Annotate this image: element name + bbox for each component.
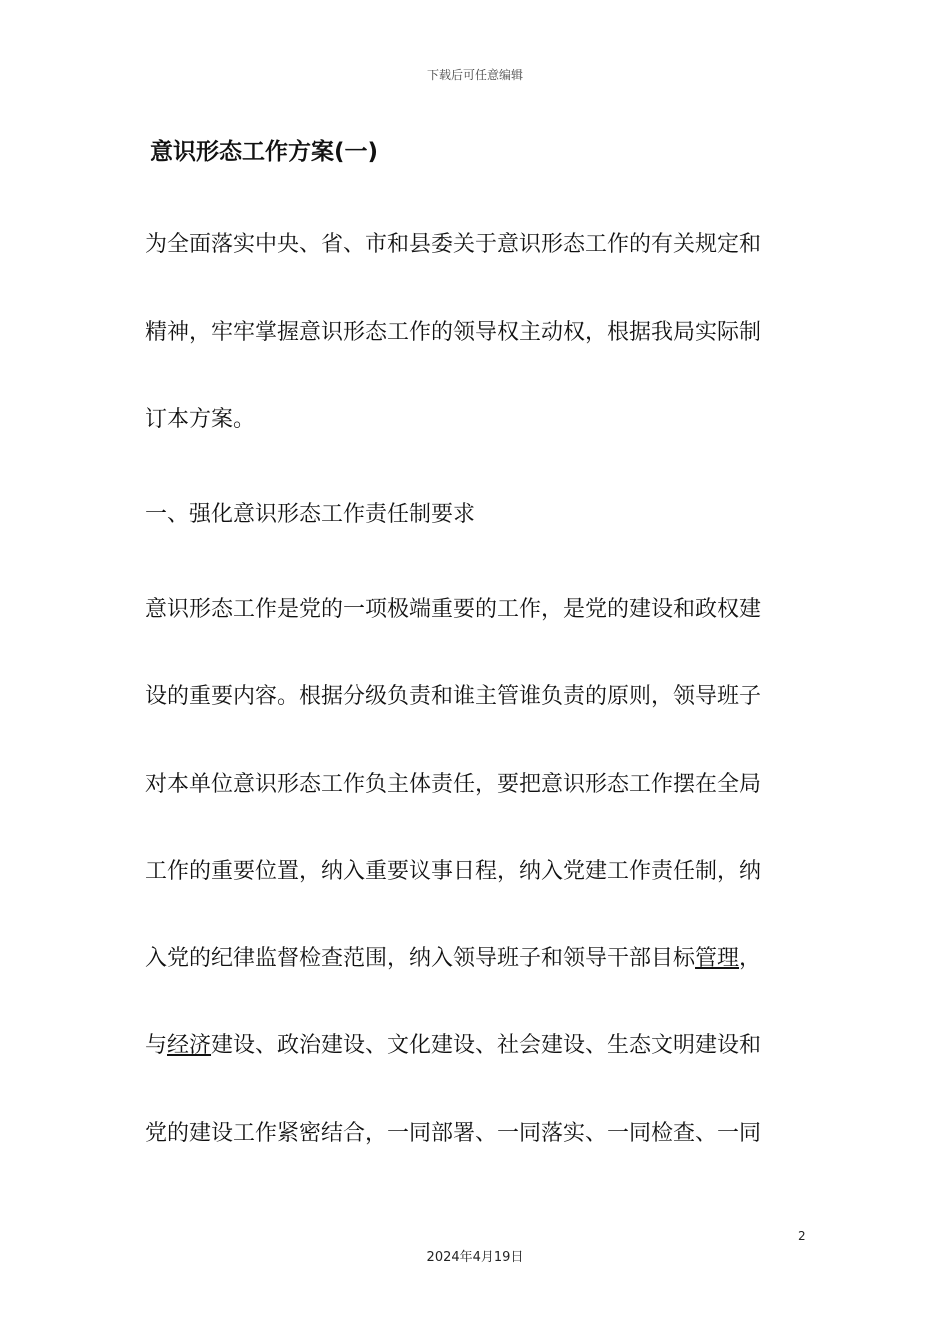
underlined-term-link[interactable]: 经济 [167,1033,212,1058]
underlined-term-link[interactable]: 管理 [695,946,740,971]
paragraph-line: 意识形态工作是党的一项极端重要的工作，是党的建设和政权建 [145,597,762,622]
page-number: 2 [798,1229,806,1243]
paragraph-line: 党的建设工作紧密结合，一同部署、一同落实、一同检查、一同 [145,1121,762,1146]
footer-date: 2024年4月19日 [426,1250,524,1265]
paragraph-line: 精神，牢牢掌握意识形态工作的领导权主动权，根据我局实际制 [145,320,762,345]
line-text: 入党的纪律监督检查范围，纳入领导班子和领导干部目标 [145,946,696,971]
page-header: 下载后可任意编辑 [426,68,523,82]
paragraph-line: 对本单位意识形态工作负主体责任，要把意识形态工作摆在全局 [145,772,762,797]
paragraph-line [145,944,761,974]
paragraph-line: 工作的重要位置，纳入重要议事日程，纳入党建工作责任制，纳 [145,859,762,884]
line-text: 与 [145,1033,168,1058]
line-text: 建设、政治建设、文化建设、社会建设、生态文明建设和 [211,1033,762,1058]
line-text: ， [739,946,762,971]
document-title: 意识形态工作方案(一) [150,139,379,165]
paragraph-line [145,1031,761,1061]
section-heading: 一、强化意识形态工作责任制要求 [145,502,476,527]
paragraph-line: 订本方案。 [145,407,256,432]
paragraph-line: 设的重要内容。根据分级负责和谁主管谁负责的原则，领导班子 [145,684,762,709]
paragraph-line: 为全面落实中央、省、市和县委关于意识形态工作的有关规定和 [145,232,762,257]
